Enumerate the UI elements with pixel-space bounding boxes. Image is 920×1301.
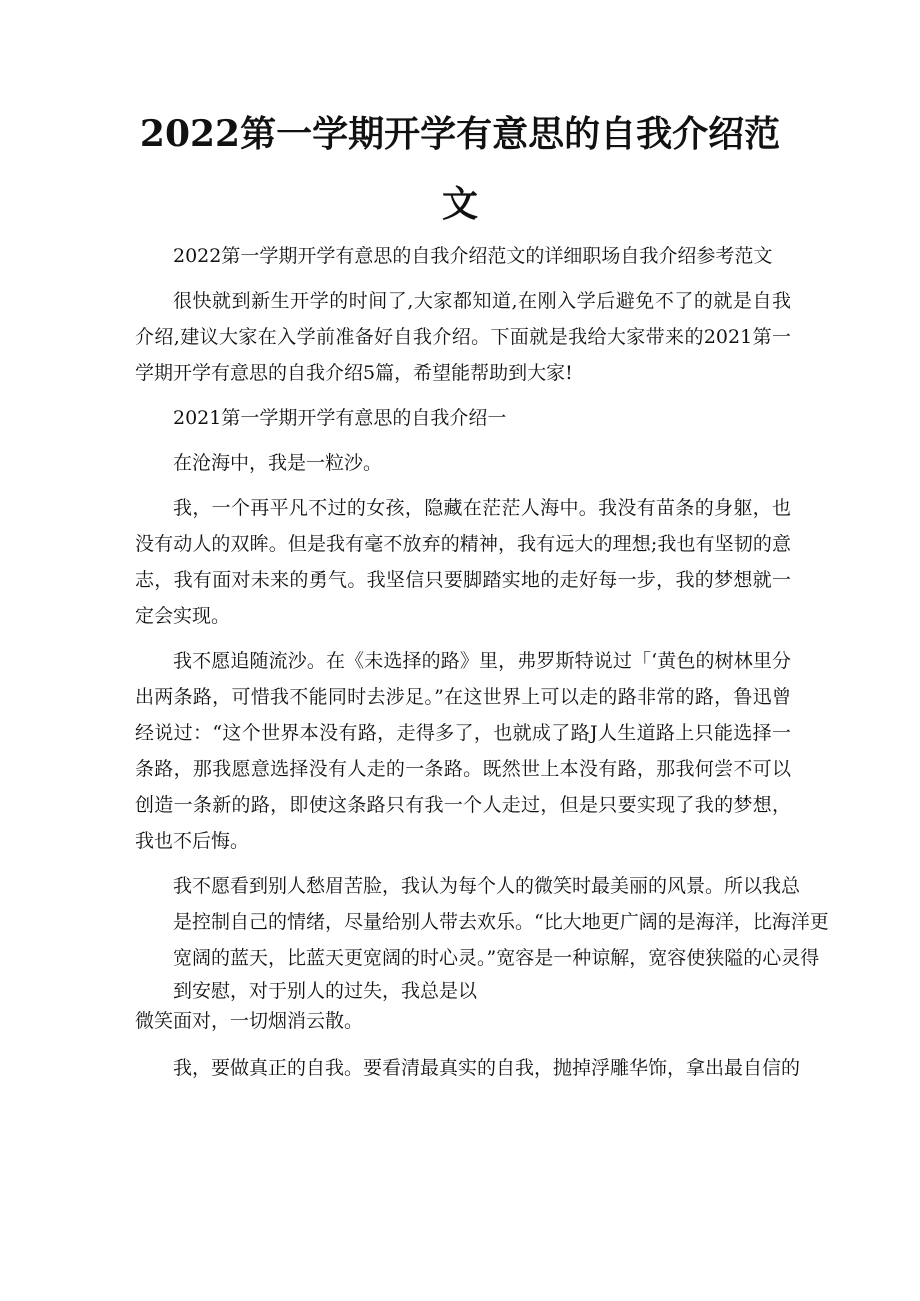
intro-paragraph: 很快就到新生开学的时间了,大家都知道,在刚入学后避免不了的就是自我介绍,建议大家在入学前准备好自我介绍。下面就是我给大家带来的2021第一学期开学有意思的自我介绍5篇，希望能帮助到大家! [135, 290, 791, 384]
body-paragraph-continued: 微笑面对，一切烟消云散。 [135, 1010, 364, 1032]
text-line: 宽阔的蓝天，比蓝天更宽阔的时心灵。”宽容是一种谅解，宽容使狭隘的心灵得 [173, 947, 820, 969]
body-paragraph: 在沧海中，我是一粒沙。 [173, 452, 383, 474]
body-paragraph [135, 868, 829, 1006]
document-title-line-2: 文 [441, 183, 478, 225]
body-paragraph: 我，要做真正的自我。要看清最真实的自我，抛掉浮雕华饰，拿出最自信的 [173, 1057, 801, 1079]
section-heading: 2021第一学期开学有意思的自我介绍一 [173, 407, 507, 429]
text-line: 是控制自己的情绪，尽量给别人带去欢乐。“比大地更广阔的是海洋，比海洋更 [173, 911, 829, 933]
document-title-line-1: 2022第一学期开学有意思的自我介绍范 [139, 113, 781, 155]
text-line: 到安慰，对于别人的过失，我总是以 [173, 980, 478, 1002]
body-paragraph: 我，一个再平凡不过的女孩，隐藏在茫茫人海中。我没有苗条的身躯，也没有动人的双眸。但是我有毫不放弃的精神，我有远大的理想;我也有坚韧的意志，我有面对未来的勇气。我坚信只要脚踏实地的走好每一步，我的梦想就一定会实现。 [135, 497, 791, 627]
document-body [135, 238, 829, 1095]
body-paragraph: 我不愿追随流沙。在《未选择的路》里，弗罗斯特说过「‘黄色的树林里分出两条路，可惜我不能同时去涉足。”在这世界上可以走的路非常的路，鲁迅曾经说过：“这个世界本没有路，走得多了，也就成了路J人生道路上只能选择一条路，那我愿意选择没有人走的一条路。既然世上本没有路，那我何尝不可以创造一条新的路，即使这条路只有我一个人走过，但是只要实现了我的梦想，我也不后悔。 [135, 650, 791, 852]
subtitle-paragraph: 2022第一学期开学有意思的自我介绍范文的详细职场自我介绍参考范文 [173, 245, 773, 267]
text-line: 我不愿看到别人愁眉苦脸，我认为每个人的微笑时最美丽的风景。所以我总 [173, 875, 801, 897]
